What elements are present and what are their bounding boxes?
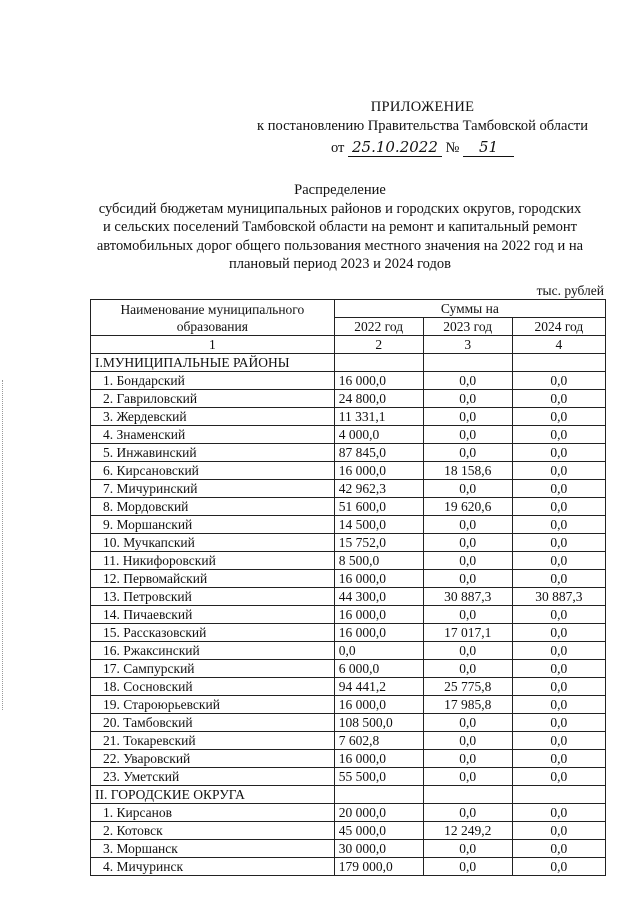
appendix-title: ПРИЛОЖЕНИЕ — [370, 99, 475, 115]
section-title: I.МУНИЦИПАЛЬНЫЕ РАЙОНЫ — [91, 354, 335, 372]
municipality-name-cell: 18. Сосновский — [91, 678, 335, 696]
value-2024-cell: 0,0 — [512, 480, 605, 498]
municipality-name-cell: 20. Тамбовский — [91, 714, 335, 732]
municipality-name-cell: 11. Никифоровский — [91, 552, 335, 570]
table-row — [91, 642, 606, 660]
value-2023-cell: 17 017,1 — [423, 624, 512, 642]
heading-line-2: субсидий бюджетам муниципальных районов и городских округов, городских — [98, 200, 582, 217]
value-2023-cell: 0,0 — [423, 606, 512, 624]
table-row — [91, 570, 606, 588]
index-cell-4: 4 — [512, 336, 605, 354]
value-2022-cell: 16 000,0 — [334, 372, 423, 390]
value-2024-cell: 0,0 — [512, 552, 605, 570]
value-2022-cell: 55 500,0 — [334, 768, 423, 786]
value-2023-cell: 0,0 — [423, 642, 512, 660]
value-2022-cell: 20 000,0 — [334, 804, 423, 822]
heading-line-5: плановый период 2023 и 2024 годов — [229, 256, 451, 272]
table-row — [91, 516, 606, 534]
value-2023-cell: 0,0 — [423, 552, 512, 570]
heading-line-1: Распределение — [294, 182, 386, 198]
resolution-line: к постановлению Правительства Тамбовской области — [257, 118, 588, 134]
index-cell-2: 2 — [334, 336, 423, 354]
municipality-name-cell: 21. Токаревский — [91, 732, 335, 750]
section-row — [91, 786, 606, 804]
table-header-row — [91, 300, 606, 318]
heading-line-4: автомобильных дорог общего пользования местного значения на 2022 год и на — [96, 237, 584, 254]
value-2023-cell: 0,0 — [423, 408, 512, 426]
table-row — [91, 372, 606, 390]
value-2022-cell: 16 000,0 — [334, 462, 423, 480]
value-2024-cell: 0,0 — [512, 642, 605, 660]
municipality-name-cell: 10. Мучкапский — [91, 534, 335, 552]
value-2023-cell: 0,0 — [423, 840, 512, 858]
section-empty-cell — [512, 354, 605, 372]
table-row — [91, 534, 606, 552]
index-cell-1: 1 — [91, 336, 335, 354]
table-row — [91, 606, 606, 624]
value-2022-cell: 6 000,0 — [334, 660, 423, 678]
value-2022-cell: 7 602,8 — [334, 732, 423, 750]
value-2022-cell: 16 000,0 — [334, 606, 423, 624]
table-row — [91, 804, 606, 822]
value-2022-cell: 0,0 — [334, 642, 423, 660]
value-2024-cell: 0,0 — [512, 444, 605, 462]
value-2022-cell: 16 000,0 — [334, 570, 423, 588]
section-row — [91, 354, 606, 372]
handwritten-number: 51 — [463, 138, 514, 157]
value-2022-cell: 179 000,0 — [334, 858, 423, 876]
table-row — [91, 552, 606, 570]
value-2023-cell: 0,0 — [423, 516, 512, 534]
value-2024-cell: 0,0 — [512, 768, 605, 786]
table-row — [91, 822, 606, 840]
value-2023-cell: 17 985,8 — [423, 696, 512, 714]
value-2023-cell: 18 158,6 — [423, 462, 512, 480]
header-name-cell: Наименование муниципального образования — [91, 300, 335, 336]
value-2022-cell: 94 441,2 — [334, 678, 423, 696]
value-2023-cell: 19 620,6 — [423, 498, 512, 516]
header-year-2024: 2024 год — [512, 318, 605, 336]
value-2024-cell: 0,0 — [512, 822, 605, 840]
value-2023-cell: 12 249,2 — [423, 822, 512, 840]
value-2023-cell: 0,0 — [423, 372, 512, 390]
value-2024-cell: 0,0 — [512, 804, 605, 822]
value-2024-cell: 0,0 — [512, 660, 605, 678]
value-2022-cell: 24 800,0 — [334, 390, 423, 408]
value-2022-cell: 4 000,0 — [334, 426, 423, 444]
table-row — [91, 408, 606, 426]
table-row — [91, 768, 606, 786]
municipality-name-cell: 3. Моршанск — [91, 840, 335, 858]
table-row — [91, 462, 606, 480]
value-2024-cell: 0,0 — [512, 498, 605, 516]
municipality-name-cell: 2. Гавриловский — [91, 390, 335, 408]
value-2023-cell: 0,0 — [423, 714, 512, 732]
municipality-name-cell: 8. Мордовский — [91, 498, 335, 516]
municipality-name-cell: 7. Мичуринский — [91, 480, 335, 498]
value-2023-cell: 30 887,3 — [423, 588, 512, 606]
value-2023-cell: 0,0 — [423, 426, 512, 444]
value-2023-cell: 0,0 — [423, 534, 512, 552]
municipality-name-cell: 22. Уваровский — [91, 750, 335, 768]
value-2024-cell: 0,0 — [512, 714, 605, 732]
municipality-name-cell: 1. Кирсанов — [91, 804, 335, 822]
section-empty-cell — [423, 354, 512, 372]
scan-edge-mark — [2, 380, 5, 710]
value-2024-cell: 0,0 — [512, 750, 605, 768]
document-heading — [70, 181, 610, 274]
value-2022-cell: 8 500,0 — [334, 552, 423, 570]
value-2022-cell: 16 000,0 — [334, 624, 423, 642]
municipality-name-cell: 4. Знаменский — [91, 426, 335, 444]
value-2022-cell: 44 300,0 — [334, 588, 423, 606]
value-2024-cell: 0,0 — [512, 570, 605, 588]
municipality-name-cell: 15. Рассказовский — [91, 624, 335, 642]
value-2023-cell: 0,0 — [423, 768, 512, 786]
value-2023-cell: 0,0 — [423, 444, 512, 462]
value-2023-cell: 0,0 — [423, 732, 512, 750]
value-2024-cell: 0,0 — [512, 516, 605, 534]
value-2023-cell: 25 775,8 — [423, 678, 512, 696]
value-2023-cell: 0,0 — [423, 480, 512, 498]
municipality-name-cell: 23. Уметский — [91, 768, 335, 786]
value-2022-cell: 87 845,0 — [334, 444, 423, 462]
municipality-name-cell: 17. Сампурский — [91, 660, 335, 678]
value-2023-cell: 0,0 — [423, 390, 512, 408]
table-row — [91, 426, 606, 444]
table-row — [91, 444, 606, 462]
section-empty-cell — [423, 786, 512, 804]
value-2022-cell: 15 752,0 — [334, 534, 423, 552]
value-2024-cell: 0,0 — [512, 624, 605, 642]
handwritten-date: 25.10.2022 — [348, 138, 442, 157]
value-2022-cell: 14 500,0 — [334, 516, 423, 534]
value-2022-cell: 108 500,0 — [334, 714, 423, 732]
municipality-name-cell: 6. Кирсановский — [91, 462, 335, 480]
value-2024-cell: 0,0 — [512, 858, 605, 876]
value-2024-cell: 0,0 — [512, 390, 605, 408]
value-2023-cell: 0,0 — [423, 804, 512, 822]
municipality-name-cell: 19. Староюрьевский — [91, 696, 335, 714]
number-label: № — [445, 140, 460, 156]
value-2023-cell: 0,0 — [423, 858, 512, 876]
units-label: тыс. рублей — [536, 283, 604, 298]
value-2024-cell: 0,0 — [512, 372, 605, 390]
value-2024-cell: 0,0 — [512, 606, 605, 624]
date-line — [257, 138, 588, 158]
value-2022-cell: 11 331,1 — [334, 408, 423, 426]
table-row — [91, 732, 606, 750]
section-empty-cell — [334, 786, 423, 804]
value-2022-cell: 45 000,0 — [334, 822, 423, 840]
value-2022-cell: 16 000,0 — [334, 750, 423, 768]
value-2024-cell: 0,0 — [512, 534, 605, 552]
municipality-name-cell: 14. Пичаевский — [91, 606, 335, 624]
municipality-name-cell: 13. Петровский — [91, 588, 335, 606]
header-year-2022: 2022 год — [334, 318, 423, 336]
value-2024-cell: 0,0 — [512, 840, 605, 858]
section-title: II. ГОРОДСКИЕ ОКРУГА — [91, 786, 335, 804]
value-2022-cell: 16 000,0 — [334, 696, 423, 714]
index-cell-3: 3 — [423, 336, 512, 354]
value-2023-cell: 0,0 — [423, 660, 512, 678]
table-row — [91, 678, 606, 696]
value-2024-cell: 0,0 — [512, 696, 605, 714]
municipality-name-cell: 2. Котовск — [91, 822, 335, 840]
subsidy-table — [90, 299, 606, 876]
table-row — [91, 696, 606, 714]
municipality-name-cell: 4. Мичуринск — [91, 858, 335, 876]
value-2022-cell: 42 962,3 — [334, 480, 423, 498]
appendix-header — [257, 98, 588, 158]
table-row — [91, 390, 606, 408]
table-row — [91, 624, 606, 642]
table-row — [91, 588, 606, 606]
municipality-name-cell: 9. Моршанский — [91, 516, 335, 534]
municipality-name-cell: 5. Инжавинский — [91, 444, 335, 462]
table-index-row — [91, 336, 606, 354]
municipality-name-cell: 12. Первомайский — [91, 570, 335, 588]
table-row — [91, 480, 606, 498]
municipality-name-cell: 3. Жердевский — [91, 408, 335, 426]
header-year-2023: 2023 год — [423, 318, 512, 336]
value-2024-cell: 0,0 — [512, 462, 605, 480]
date-prefix: от — [330, 140, 345, 156]
value-2024-cell: 0,0 — [512, 408, 605, 426]
value-2023-cell: 0,0 — [423, 750, 512, 768]
table-row — [91, 498, 606, 516]
value-2023-cell: 0,0 — [423, 570, 512, 588]
section-empty-cell — [512, 786, 605, 804]
value-2024-cell: 0,0 — [512, 426, 605, 444]
table-row — [91, 660, 606, 678]
table-row — [91, 714, 606, 732]
section-empty-cell — [334, 354, 423, 372]
table-row — [91, 750, 606, 768]
municipality-name-cell: 1. Бондарский — [91, 372, 335, 390]
value-2024-cell: 0,0 — [512, 678, 605, 696]
value-2024-cell: 0,0 — [512, 732, 605, 750]
value-2022-cell: 51 600,0 — [334, 498, 423, 516]
municipality-name-cell: 16. Ржаксинский — [91, 642, 335, 660]
header-sums-cell: Суммы на — [334, 300, 605, 318]
value-2022-cell: 30 000,0 — [334, 840, 423, 858]
table-row — [91, 858, 606, 876]
value-2024-cell: 30 887,3 — [512, 588, 605, 606]
table-row — [91, 840, 606, 858]
heading-line-3: и сельских поселений Тамбовской области на ремонт и капитальный ремонт — [102, 219, 577, 235]
